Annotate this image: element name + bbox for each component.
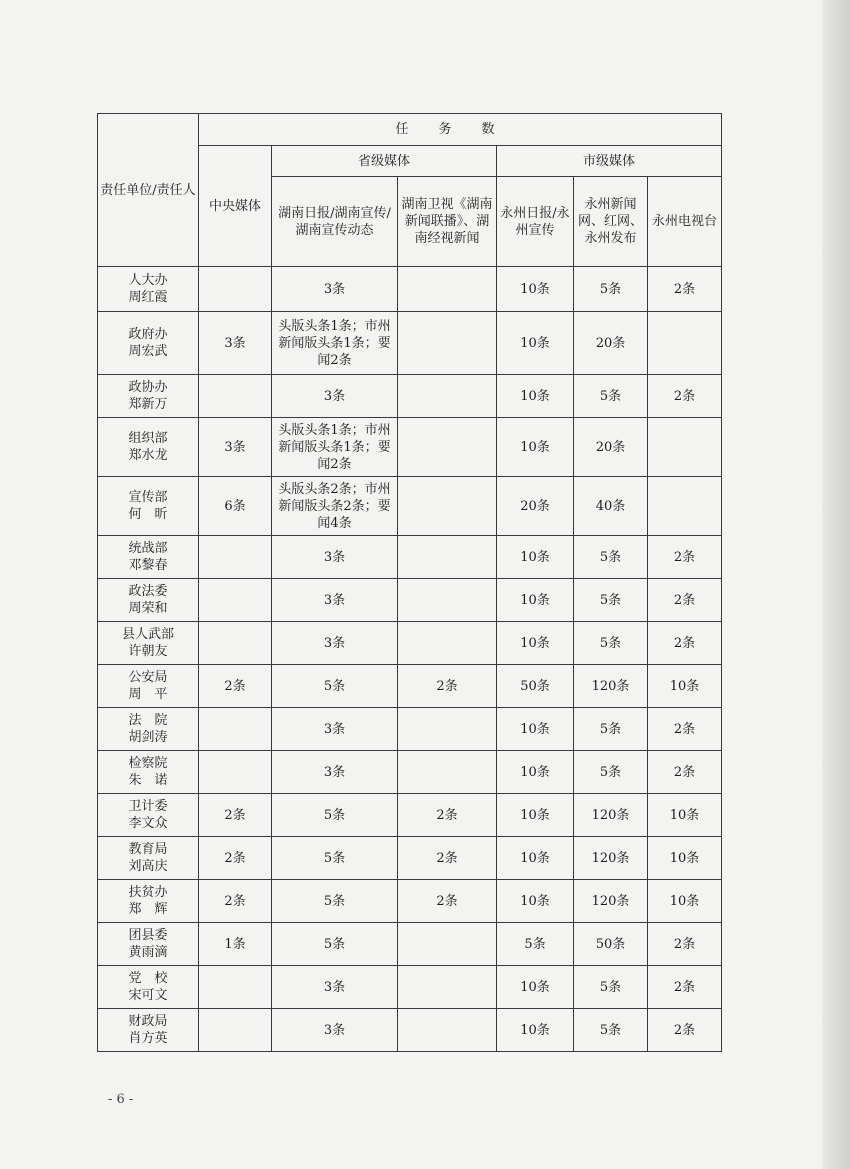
yongzhou-tv-cell: 2条 [648,1009,722,1052]
yongzhou-tv-cell: 2条 [648,267,722,312]
hunan-tv-cell [398,267,497,312]
unit-person-cell [98,923,199,966]
central-cell [199,267,272,312]
yongzhou-net-cell: 120条 [574,880,648,923]
unit-person-cell [98,837,199,880]
central-cell [199,375,272,418]
yongzhou-net-cell: 5条 [574,267,648,312]
hunan-daily-cell: 头版头条1条；市州新闻版头条1条；要闻2条 [272,418,398,477]
person-name: 许朝友 [128,644,168,659]
unit-name: 党 校 [128,971,168,986]
yongzhou-daily-cell: 10条 [497,794,574,837]
yongzhou-daily-cell: 10条 [497,375,574,418]
yongzhou-tv-cell: 2条 [648,923,722,966]
yongzhou-daily-cell: 10条 [497,536,574,579]
table-row [98,751,722,794]
table-row [98,880,722,923]
central-cell [199,536,272,579]
yongzhou-daily-cell: 10条 [497,418,574,477]
person-name: 周荣和 [128,601,168,616]
hunan-tv-cell [398,579,497,622]
header-yongzhou-net: 永州新闻网、红网、永州发布 [574,177,648,267]
unit-person-cell [98,418,199,477]
central-cell: 1条 [199,923,272,966]
table-row [98,794,722,837]
table-row [98,665,722,708]
unit-name: 教育局 [128,842,168,857]
unit-name: 政法委 [128,584,168,599]
central-cell [199,1009,272,1052]
hunan-daily-cell: 3条 [272,1009,398,1052]
yongzhou-net-cell: 5条 [574,966,648,1009]
yongzhou-net-cell: 5条 [574,375,648,418]
unit-name: 扶贫办 [128,885,168,900]
central-cell [199,751,272,794]
unit-person-cell [98,794,199,837]
yongzhou-tv-cell [648,418,722,477]
hunan-tv-cell [398,966,497,1009]
central-cell [199,622,272,665]
yongzhou-tv-cell: 10条 [648,794,722,837]
central-cell: 2条 [199,794,272,837]
header-provincial: 省级媒体 [272,146,497,177]
hunan-daily-cell: 5条 [272,880,398,923]
header-central: 中央媒体 [199,146,272,267]
yongzhou-net-cell: 120条 [574,794,648,837]
yongzhou-tv-cell: 2条 [648,375,722,418]
person-name: 何 昕 [128,507,168,522]
person-name: 郑水龙 [128,448,168,463]
central-cell [199,966,272,1009]
hunan-daily-cell: 3条 [272,751,398,794]
table-row [98,418,722,477]
unit-name: 卫计委 [128,799,168,814]
hunan-daily-cell: 3条 [272,966,398,1009]
hunan-tv-cell [398,536,497,579]
unit-person-cell [98,375,199,418]
hunan-tv-cell: 2条 [398,880,497,923]
table-row [98,837,722,880]
person-name: 黄雨滴 [128,945,168,960]
hunan-tv-cell [398,1009,497,1052]
header-hunan-daily: 湖南日报/湖南宣传/湖南宣传动态 [272,177,398,267]
yongzhou-tv-cell [648,477,722,536]
table-row [98,312,722,375]
unit-person-cell [98,477,199,536]
person-name: 肖方英 [128,1031,168,1046]
unit-name: 政协办 [128,380,168,395]
unit-person-cell [98,966,199,1009]
central-cell: 3条 [199,312,272,375]
yongzhou-daily-cell: 10条 [497,708,574,751]
central-cell [199,708,272,751]
unit-name: 公安局 [128,670,168,685]
person-name: 周红霞 [128,290,168,305]
yongzhou-daily-cell: 10条 [497,622,574,665]
yongzhou-net-cell: 5条 [574,579,648,622]
person-name: 周宏武 [128,344,168,359]
yongzhou-tv-cell: 2条 [648,622,722,665]
header-tasks: 任务数 [199,114,722,146]
yongzhou-net-cell: 5条 [574,708,648,751]
yongzhou-net-cell: 120条 [574,665,648,708]
table-row [98,708,722,751]
yongzhou-net-cell: 5条 [574,622,648,665]
hunan-daily-cell: 头版头条2条；市州新闻版头条2条；要闻4条 [272,477,398,536]
hunan-daily-cell: 3条 [272,536,398,579]
unit-person-cell [98,312,199,375]
yongzhou-net-cell: 20条 [574,312,648,375]
unit-person-cell [98,751,199,794]
yongzhou-daily-cell: 10条 [497,880,574,923]
yongzhou-daily-cell: 10条 [497,312,574,375]
unit-name: 财政局 [128,1014,168,1029]
hunan-daily-cell: 5条 [272,794,398,837]
unit-name: 法 院 [128,713,168,728]
yongzhou-daily-cell: 5条 [497,923,574,966]
person-name: 周 平 [128,687,168,702]
hunan-daily-cell: 3条 [272,579,398,622]
yongzhou-daily-cell: 10条 [497,837,574,880]
hunan-tv-cell [398,751,497,794]
person-name: 胡剑涛 [128,730,168,745]
yongzhou-tv-cell [648,312,722,375]
central-cell: 2条 [199,880,272,923]
yongzhou-net-cell: 120条 [574,837,648,880]
central-cell: 6条 [199,477,272,536]
yongzhou-net-cell: 20条 [574,418,648,477]
yongzhou-daily-cell: 10条 [497,966,574,1009]
unit-name: 人大办 [128,273,168,288]
unit-name: 检察院 [128,756,168,771]
yongzhou-daily-cell: 10条 [497,579,574,622]
person-name: 刘高庆 [128,859,168,874]
table-row [98,579,722,622]
unit-name: 政府办 [128,327,168,342]
yongzhou-daily-cell: 10条 [497,751,574,794]
yongzhou-net-cell: 5条 [574,536,648,579]
person-name: 宋可文 [128,988,168,1003]
page-number: - 6 - [108,1092,134,1107]
hunan-tv-cell [398,477,497,536]
person-name: 郑 辉 [128,902,168,917]
central-cell: 2条 [199,837,272,880]
hunan-daily-cell: 5条 [272,837,398,880]
hunan-tv-cell: 2条 [398,837,497,880]
yongzhou-daily-cell: 20条 [497,477,574,536]
unit-name: 团县委 [128,928,168,943]
yongzhou-tv-cell: 2条 [648,708,722,751]
hunan-daily-cell: 3条 [272,375,398,418]
yongzhou-daily-cell: 10条 [497,1009,574,1052]
unit-person-cell [98,267,199,312]
hunan-tv-cell [398,923,497,966]
hunan-tv-cell [398,312,497,375]
yongzhou-tv-cell: 10条 [648,665,722,708]
hunan-daily-cell: 5条 [272,665,398,708]
header-municipal: 市级媒体 [497,146,722,177]
unit-name: 组织部 [128,431,168,446]
yongzhou-tv-cell: 10条 [648,837,722,880]
header-yongzhou-daily: 永州日报/永州宣传 [497,177,574,267]
task-table [97,113,722,1052]
hunan-tv-cell [398,708,497,751]
table-row [98,1009,722,1052]
table-row [98,966,722,1009]
yongzhou-net-cell: 5条 [574,751,648,794]
header-hunan-tv: 湖南卫视《湖南新闻联播》、湖南经视新闻 [398,177,497,267]
yongzhou-net-cell: 5条 [574,1009,648,1052]
unit-person-cell [98,665,199,708]
central-cell [199,579,272,622]
yongzhou-daily-cell: 50条 [497,665,574,708]
hunan-daily-cell: 3条 [272,267,398,312]
yongzhou-tv-cell: 2条 [648,536,722,579]
person-name: 郑新万 [128,397,168,412]
person-name: 李文众 [128,816,168,831]
hunan-tv-cell [398,622,497,665]
unit-person-cell [98,622,199,665]
unit-name: 统战部 [128,541,168,556]
unit-person-cell [98,880,199,923]
person-name: 邓黎春 [128,558,168,573]
table-row [98,267,722,312]
unit-person-cell [98,579,199,622]
hunan-daily-cell: 3条 [272,708,398,751]
yongzhou-tv-cell: 2条 [648,751,722,794]
hunan-daily-cell: 头版头条1条；市州新闻版头条1条；要闻2条 [272,312,398,375]
unit-person-cell [98,708,199,751]
table-row [98,536,722,579]
table-row [98,622,722,665]
yongzhou-net-cell: 50条 [574,923,648,966]
header-unit-person: 责任单位/责任人 [98,114,199,267]
hunan-daily-cell: 5条 [272,923,398,966]
table-row [98,923,722,966]
unit-person-cell [98,536,199,579]
yongzhou-daily-cell: 10条 [497,267,574,312]
yongzhou-tv-cell: 2条 [648,579,722,622]
unit-person-cell [98,1009,199,1052]
hunan-tv-cell [398,375,497,418]
hunan-tv-cell: 2条 [398,665,497,708]
hunan-tv-cell: 2条 [398,794,497,837]
header-yongzhou-tv: 永州电视台 [648,177,722,267]
central-cell: 2条 [199,665,272,708]
unit-name: 宣传部 [128,490,168,505]
yongzhou-net-cell: 40条 [574,477,648,536]
yongzhou-tv-cell: 2条 [648,966,722,1009]
person-name: 朱 诺 [128,773,168,788]
central-cell: 3条 [199,418,272,477]
hunan-tv-cell [398,418,497,477]
yongzhou-tv-cell: 10条 [648,880,722,923]
page-edge-shadow [822,0,850,1169]
table-row [98,477,722,536]
hunan-daily-cell: 3条 [272,622,398,665]
table-row [98,375,722,418]
unit-name: 县人武部 [121,627,174,642]
